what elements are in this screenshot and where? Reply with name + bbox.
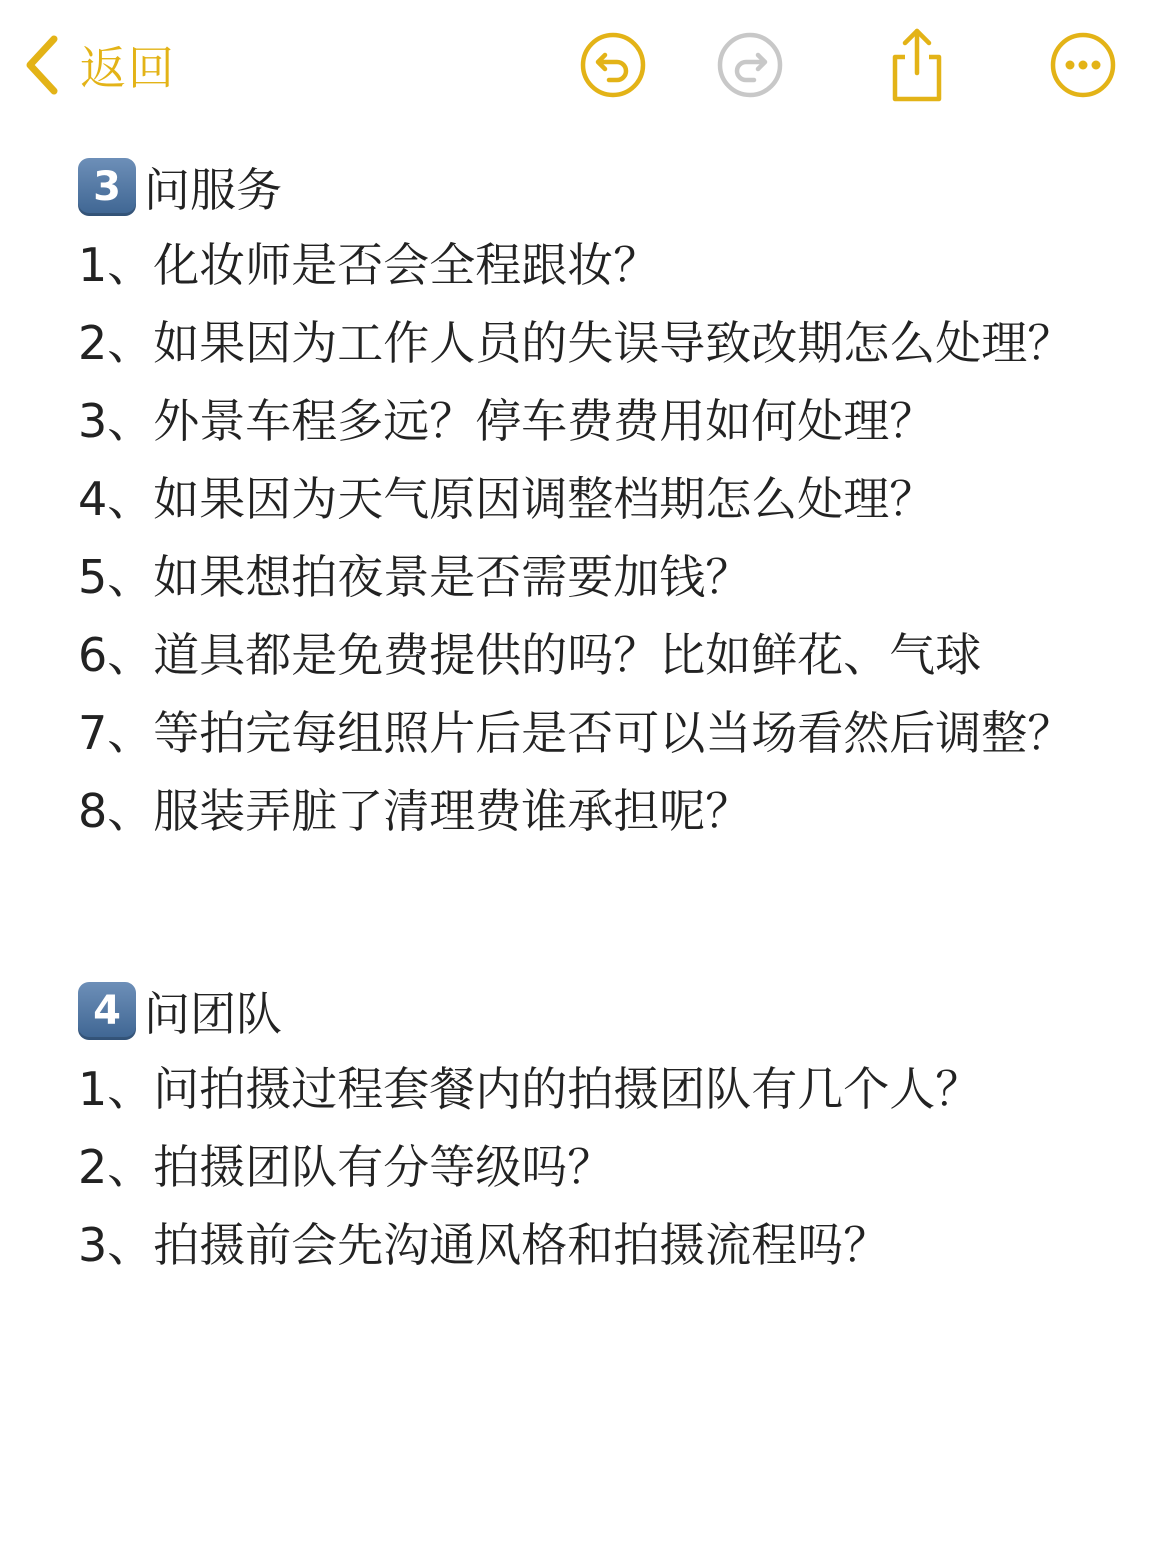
notes-toolbar [0,0,1170,130]
list-item: 7、等拍完每组照片后是否可以当场看然后调整？ [78,706,1074,760]
list-item: 4、如果因为天气原因调整档期怎么处理？ [78,472,936,526]
share-icon [885,27,949,103]
list-item: 6、道具都是免费提供的吗？比如鲜花、气球 [78,628,982,682]
list-item: 8、服装弄脏了清理费谁承担呢？ [78,784,752,838]
question-list [78,1050,1118,1284]
keycap-4-emoji: 4 [78,982,136,1040]
back-button[interactable] [22,30,176,100]
list-item: 3、拍摄前会先沟通风格和拍摄流程吗？ [78,1218,890,1272]
section-title-text: 问服务 [144,163,282,217]
undo-icon [579,31,647,99]
more-icon [1049,31,1117,99]
spacer [78,850,1118,972]
section-title [78,148,1118,226]
keycap-3-emoji: 3 [78,158,136,216]
chevron-left-icon [22,33,62,97]
list-item: 2、如果因为工作人员的失误导致改期怎么处理？ [78,316,1074,370]
list-item: 3、外景车程多远？停车费费用如何处理？ [78,394,936,448]
list-item: 5、如果想拍夜景是否需要加钱？ [78,550,752,604]
undo-button[interactable] [578,30,648,100]
note-body[interactable] [78,148,1118,1284]
redo-button[interactable] [715,30,785,100]
redo-icon [716,31,784,99]
list-item: 1、问拍摄过程套餐内的拍摄团队有几个人？ [78,1062,982,1116]
section-service [78,148,1118,850]
more-button[interactable] [1048,30,1118,100]
back-label: 返回 [80,41,176,95]
section-team [78,972,1118,1284]
section-title [78,972,1118,1050]
question-list [78,226,1118,850]
share-button[interactable] [882,30,952,100]
section-title-text: 问团队 [144,987,282,1041]
list-item: 1、化妆师是否会全程跟妆？ [78,238,660,292]
list-item: 2、拍摄团队有分等级吗？ [78,1140,614,1194]
